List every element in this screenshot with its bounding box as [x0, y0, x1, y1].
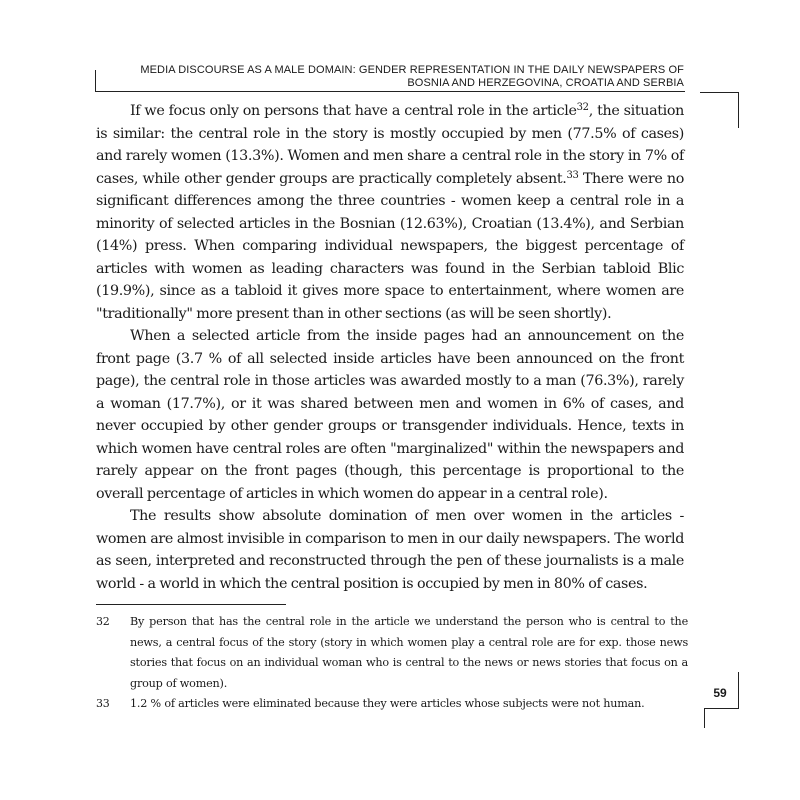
running-head-line-1: MEDIA DISCOURSE AS A MALE DOMAIN: GENDER REPRESENTATION IN THE DAILY NEWSPAPERS OF — [140, 64, 684, 76]
footnote-ref-32[interactable]: 32 — [576, 102, 589, 113]
paragraph-1 — [96, 100, 684, 325]
footnote-text: By person that has the central role in the article we understand the person who is central to the news, a central focus of the story (story in which women play a central role are for exp. those news stories that focus on an individual woman who is central to the news or news stories that focus on a group of women). — [130, 615, 688, 690]
footnote-number: 32 — [96, 615, 110, 628]
body-text — [96, 100, 684, 595]
header-rule — [95, 91, 685, 92]
footnotes — [96, 612, 688, 715]
page-number-rule-tick — [704, 708, 705, 728]
footnote-ref-33[interactable]: 33 — [566, 169, 579, 181]
footnote-32 — [96, 612, 688, 694]
page-number-rule-vertical — [738, 672, 739, 708]
paragraph-1-part-a: If we focus only on persons that have a central role in the article — [130, 103, 577, 119]
footnote-33 — [96, 694, 688, 715]
running-head-line-2: BOSNIA AND HERZEGOVINA, CROATIA AND SERBIA — [407, 77, 684, 89]
footnote-number: 33 — [96, 697, 110, 710]
paragraph-2: When a selected article from the inside pages had an announcement on the front page (3.7 % of all selected inside articles have been announced on the front page), the central role in those articles was awarded mostly to a man (76.3%), rarely a woman (17.7%), or it was shared between men and women in 6% of cases, and never occupied by other gender groups or transgender individuals. Hence, texts in which women have central roles are often "marginalized" within the newspapers and rarely appear on the front pages (though, this percentage is proportional to the overall percentage of articles in which women do appear in a central role). — [96, 328, 684, 502]
paragraph-1-part-b: , the situation is similar: the central role in the story is mostly occupied by men (77.5% of cases) and rarely women (13.3%). Women and men share a central role in the story in 7% of cases, while other gender groups are practically completely absent. — [96, 103, 684, 187]
page-number-rule-horizontal — [704, 708, 739, 709]
footnote-separator — [96, 604, 286, 605]
footnote-text: 1.2 % of articles were eliminated because they were articles whose subjects were not human. — [130, 697, 645, 710]
paragraph-3: The results show absolute domination of men over women in the articles - women are almost invisible in comparison to men in our daily newspapers. The world as seen, interpreted and reconstructed through the pen of these journalists is a male world - a world in which the central position is occupied by men in 80% of cases. — [96, 508, 684, 592]
corner-rule-horizontal — [700, 92, 738, 93]
corner-rule-vertical — [738, 92, 739, 128]
page-number: 59 — [713, 686, 727, 700]
running-head — [100, 64, 684, 90]
header-rule-vertical — [95, 70, 96, 92]
paragraph-1-part-c: There were no significant differences among the three countries - women keep a central role in a minority of selected articles in the Bosnian (12.63%), Croatian (13.4%), and Serbian (14%) press. When comparing individual newspapers, the biggest percentage of articles with women as leading characters was found in the Serbian tabloid Blic (19.9%), since as a tabloid it gives more space to entertainment, where women are "traditionally" more present than in other sections (as will be seen shortly). — [96, 170, 684, 322]
